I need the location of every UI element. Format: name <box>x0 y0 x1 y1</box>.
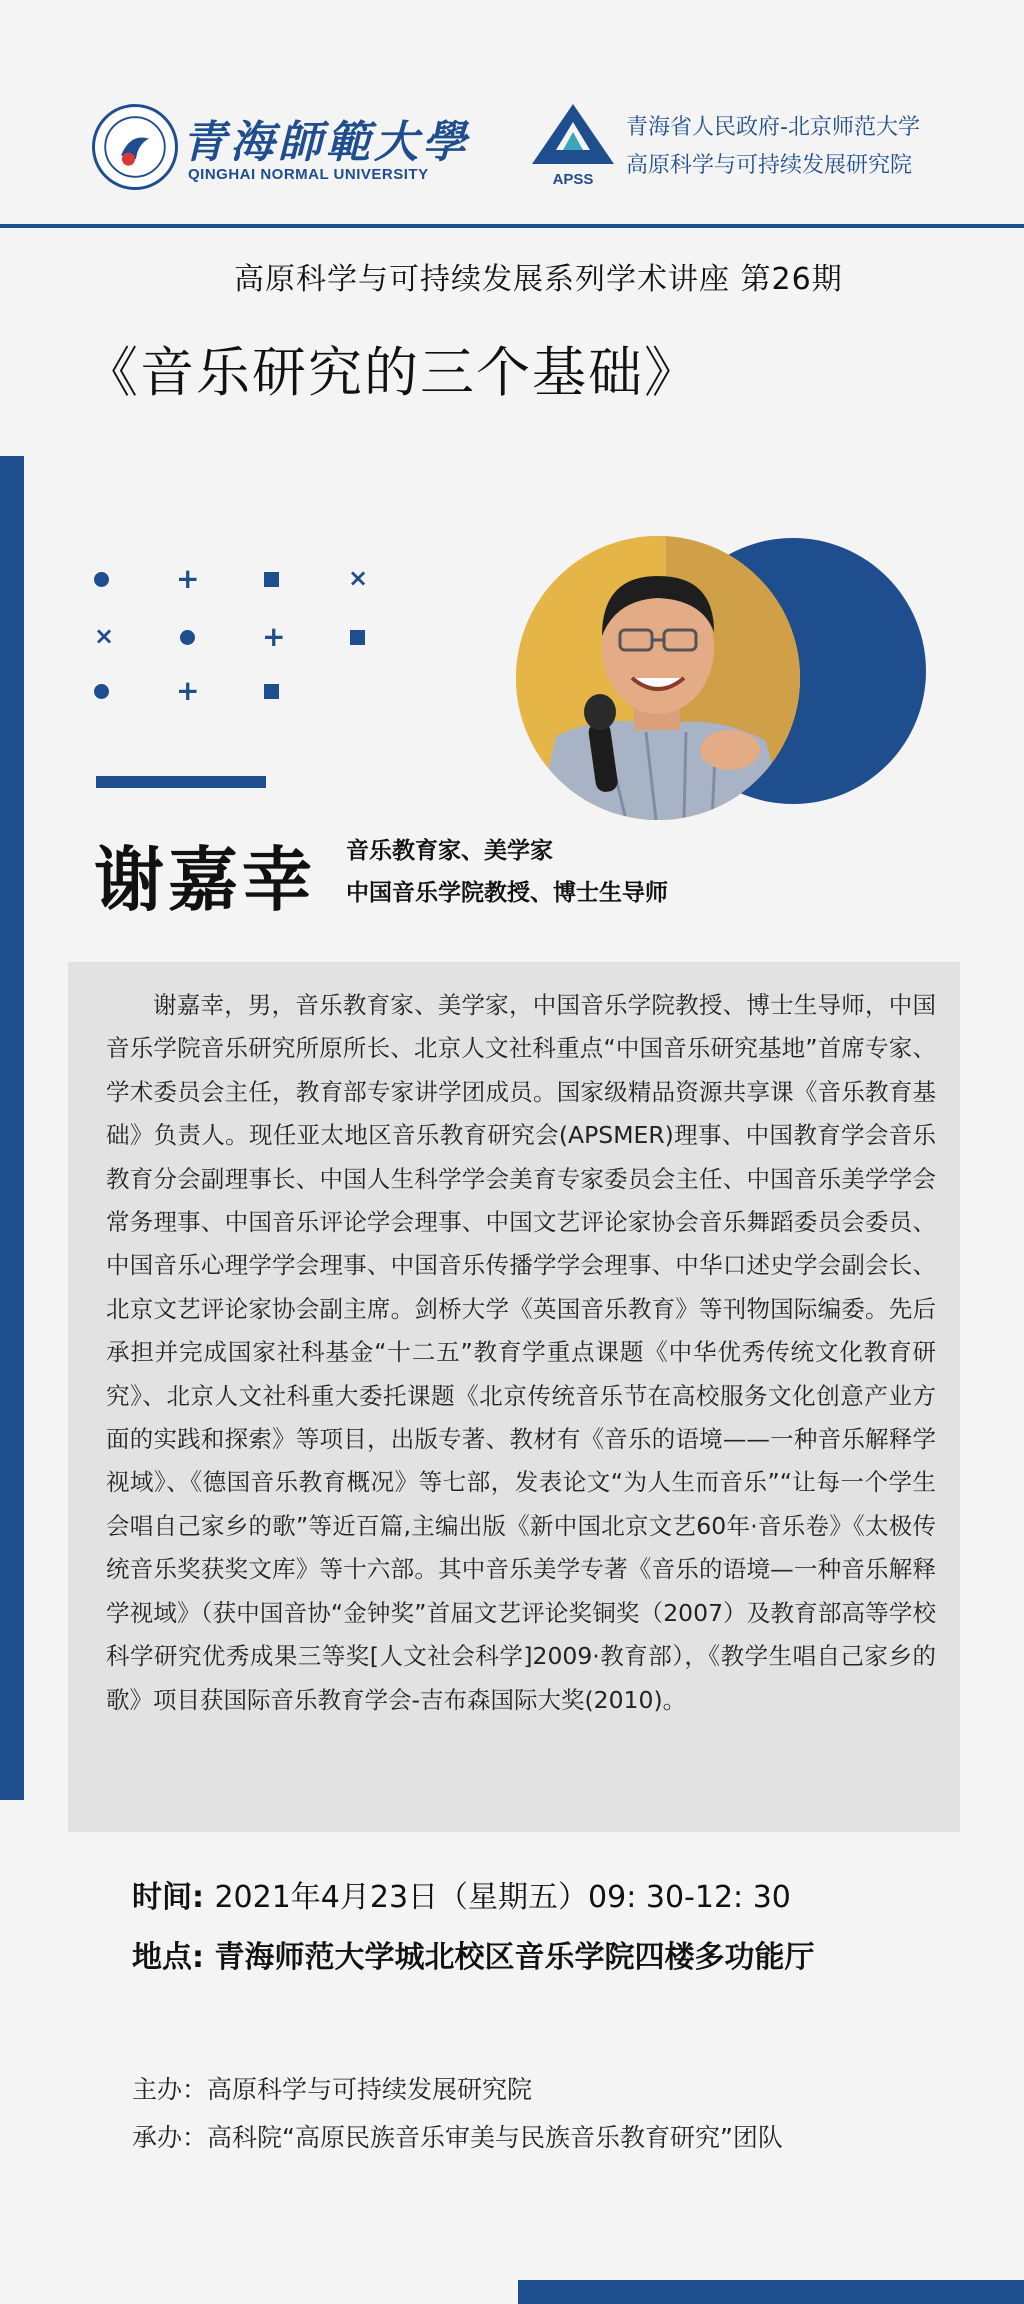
plus-icon: + <box>176 674 200 707</box>
institute-name-line1: 青海省人民政府-北京师范大学 <box>626 115 920 140</box>
place-value: 青海师范大学城北校区音乐学院四楼多功能厅 <box>214 1940 815 1975</box>
cross-icon: × <box>94 622 115 650</box>
apss-abbr: APSS <box>552 171 594 188</box>
university-name-en: QINGHAI NORMAL UNIVERSITY <box>188 166 429 183</box>
speaker-name: 谢嘉幸 <box>94 838 316 921</box>
header-divider <box>0 224 1024 228</box>
square-icon <box>264 684 279 699</box>
plus-icon: + <box>262 620 286 653</box>
plus-icon: + <box>176 562 200 595</box>
bottom-accent-bar <box>518 2280 1024 2304</box>
event-place <box>132 1932 814 1976</box>
apss-mountain-icon <box>528 100 618 188</box>
speaker-biography: 谢嘉幸，男，音乐教育家、美学家，中国音乐学院教授、博士生导师，中国音乐学院音乐研究所原所长、北京人文社科重点“中国音乐研究基地”首席专家、学术委员会主任，教育部专家讲学团成员。国家级精品资源共享课《音乐教育基础》负责人。现任亚太地区音乐教育研究会(APSMER)理事、中国教育学会音乐教育分会副理事长、中国人生科学学会美育专家委员会主任、中国音乐美学学会常务理事、中国音乐评论学会理事、中国文艺评论家协会音乐舞蹈委员会委员、中国音乐心理学学会理事、中国音乐传播学学会理事、中华口述史学会副会长、北京文艺评论家协会副主席。剑桥大学《英国音乐教育》等刊物国际编委。先后承担并完成国家社科基金“十二五”教育学重点课题《中华优秀传统文化教育研究》、北京人文社科重大委托课题《北京传统音乐节在高校服务文化创意产业方面的实践和探索》等项目，出版专著、教材有《音乐的语境——一种音乐解释学视域》、《德国音乐教育概况》等七部，发表论文“为人生而音乐”“让每一个学生会唱自己家乡的歌”等近百篇,主编出版《新中国北京文艺60年·音乐卷》《太极传统音乐奖获奖文库》等十六部。其中音乐美学专著《音乐的语境—一种音乐解释学视域》（获中国音协“金钟奖”首届文艺评论奖铜奖（2007）及教育部高等学校科学研究优秀成果三等奖[人文社会科学]2009·教育部），《教学生唱自己家乡的歌》项目获国际音乐教育学会-吉布森国际大奖(2010)。 <box>106 991 936 1714</box>
university-name: 青海師範大學 <box>182 117 470 168</box>
lecture-title: 《音乐研究的三个基础》 <box>84 341 700 404</box>
dot-icon <box>94 572 109 587</box>
host-organizer: 主办：高原科学与可持续发展研究院 <box>132 2075 533 2104</box>
dot-icon <box>180 630 195 645</box>
square-icon <box>264 572 279 587</box>
event-time <box>132 1872 791 1916</box>
cross-icon: × <box>348 564 369 592</box>
time-label: 时间: <box>132 1880 204 1915</box>
left-accent-bar <box>0 456 24 1800</box>
institute-name-line2: 高原科学与可持续发展研究院 <box>626 153 913 178</box>
dot-icon <box>94 684 109 699</box>
time-value: 2021年4月23日（星期五）09: 30-12: 30 <box>214 1880 791 1915</box>
speaker-role-line1: 音乐教育家、美学家 <box>346 837 553 864</box>
lecture-series-title: 高原科学与可持续发展系列学术讲座 第26期 <box>234 262 843 297</box>
co-organizer: 承办：高科院“高原民族音乐审美与民族音乐教育研究”团队 <box>132 2123 783 2152</box>
place-label: 地点: <box>132 1940 204 1975</box>
speaker-photo <box>516 536 800 820</box>
speaker-role-line2: 中国音乐学院教授、博士生导师 <box>346 879 668 906</box>
name-accent-bar <box>96 776 266 788</box>
qinghai-normal-university-seal-icon <box>92 104 178 190</box>
square-icon <box>350 630 365 645</box>
